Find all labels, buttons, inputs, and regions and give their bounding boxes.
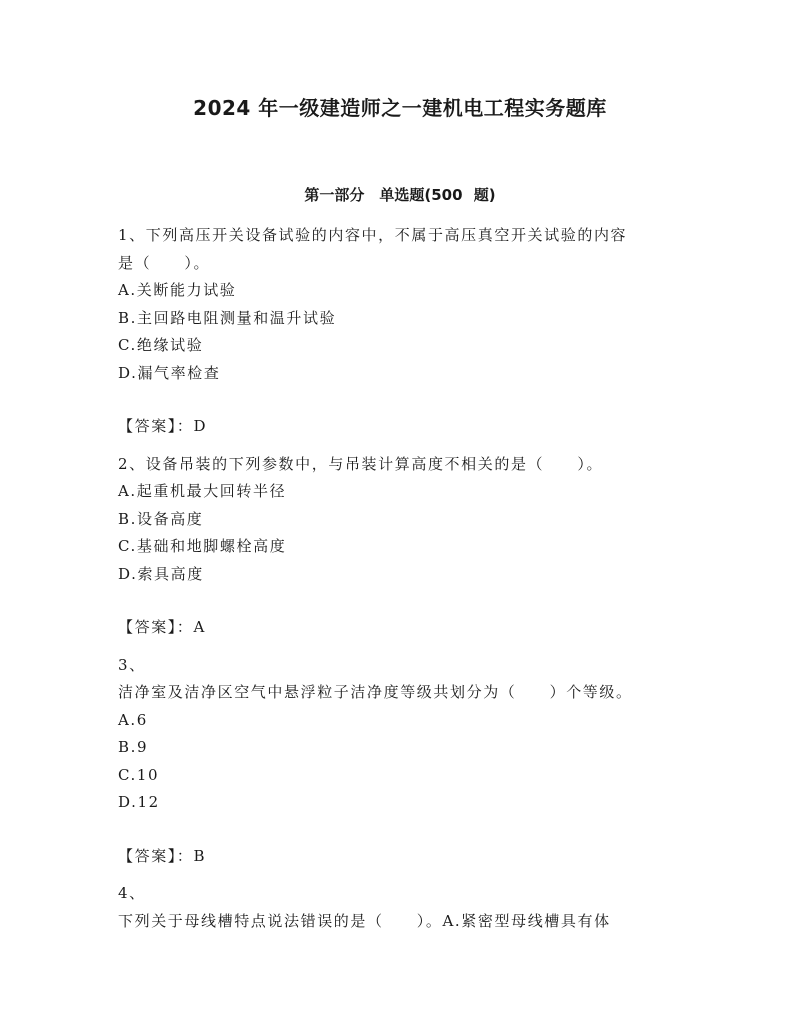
- page-title: 2024 年一级建造师之一建机电工程实务题库: [193, 96, 607, 120]
- answer-label: 【答案】: [118, 618, 177, 636]
- question-option: D.漏气率检查: [118, 363, 221, 382]
- question-option: C.基础和地脚螺栓高度: [118, 537, 287, 555]
- question-option: D.索具高度: [118, 564, 204, 583]
- question-stem: 3、: [118, 655, 146, 674]
- answer-value: ：B: [176, 846, 207, 865]
- question-stem: 4、: [118, 884, 146, 902]
- question-option: B.设备高度: [118, 509, 204, 528]
- question-option: C.10: [118, 765, 160, 784]
- answer-value: ：A: [176, 618, 206, 636]
- question-stem: 2、设备吊装的下列参数中，与吊装计算高度不相关的是（ ）。: [118, 454, 604, 473]
- question-list: [118, 222, 688, 935]
- question-option: A.关断能力试验: [118, 281, 237, 299]
- question-option: C.绝缘试验: [118, 336, 204, 354]
- question-option: D.12: [118, 793, 160, 811]
- question-item: [118, 652, 688, 871]
- answer-label: 【答案】: [118, 846, 177, 865]
- answer-line: [118, 614, 688, 642]
- answer-line: [118, 843, 688, 871]
- answer-value: ：D: [176, 417, 208, 435]
- question-stem: 是（ ）。: [118, 253, 211, 272]
- section-title: 第一部分 单选题(500 题): [304, 186, 496, 204]
- answer-line: [118, 413, 688, 441]
- answer-label: 【答案】: [118, 417, 177, 435]
- question-option: A.起重机最大回转半径: [118, 482, 287, 500]
- question-stem: 1、下列高压开关设备试验的内容中，不属于高压真空开关试验的内容: [118, 226, 628, 244]
- question-item: [118, 880, 688, 935]
- question-option: B.主回路电阻测量和温升试验: [118, 308, 337, 327]
- question-option: A.6: [118, 710, 148, 729]
- question-stem: 洁净室及洁净区空气中悬浮粒子洁净度等级共划分为（ ）个等级。: [118, 683, 633, 701]
- question-item: [118, 451, 688, 642]
- question-option: B.9: [118, 738, 149, 756]
- question-stem: 下列关于母线槽特点说法错误的是（ ）。A.紧密型母线槽具有体: [118, 911, 611, 930]
- question-item: [118, 222, 688, 441]
